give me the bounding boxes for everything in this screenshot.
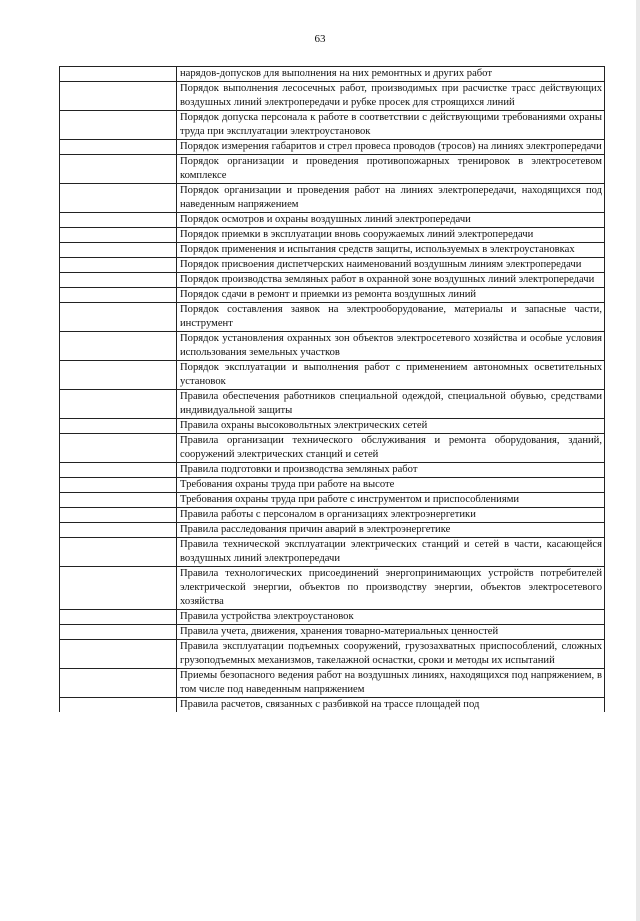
requirement-cell: Порядок допуска персонала к работе в соответствии с действующими требованиями охраны труда при эксплуатации электроустановок [177,111,605,140]
table-row [60,419,605,434]
table-row [60,538,605,567]
table-row [60,434,605,463]
table-row [60,463,605,478]
empty-cell [60,669,177,698]
requirement-cell: Правила технологических присоединений энергопринимающих устройств потребителей электрической энергии, объектов по производству энергии, объектов электросетевого хозяйства [177,567,605,610]
empty-cell [60,478,177,493]
table-row [60,332,605,361]
page-number: 63 [314,33,326,45]
table-row [60,213,605,228]
requirement-cell: Порядок выполнения лесосечных работ, производимых при расчистке трасс действующих воздушных линий электропередачи и рубке просек для строящихся линий [177,82,605,111]
table-row [60,288,605,303]
table-row [60,390,605,419]
requirements-table [59,66,605,712]
empty-cell [60,434,177,463]
requirement-cell: Требования охраны труда при работе с инструментом и приспособлениями [177,493,605,508]
requirement-cell: Порядок присвоения диспетчерских наименований воздушным линиям электропередачи [177,258,605,273]
empty-cell [60,332,177,361]
table-row [60,508,605,523]
table-row [60,303,605,332]
requirement-cell: Правила обеспечения работников специальной одеждой, специальной обувью, средствами индивидуальной защиты [177,390,605,419]
requirement-cell: Правила организации технического обслуживания и ремонта оборудования, зданий, сооружений электрических станций и сетей [177,434,605,463]
requirement-cell: Правила учета, движения, хранения товарно-материальных ценностей [177,625,605,640]
empty-cell [60,390,177,419]
table-row [60,478,605,493]
requirement-cell: Правила расчетов, связанных с разбивкой на трассе площадей под [177,698,605,713]
requirement-cell: Правила подготовки и производства земляных работ [177,463,605,478]
table-row [60,698,605,713]
empty-cell [60,567,177,610]
empty-cell [60,228,177,243]
requirement-cell: Порядок осмотров и охраны воздушных линий электропередачи [177,213,605,228]
requirement-cell: Порядок составления заявок на электрооборудование, материалы и запасные части, инструмент [177,303,605,332]
requirement-cell: Правила работы с персоналом в организациях электроэнергетики [177,508,605,523]
requirement-cell: Правила устройства электроустановок [177,610,605,625]
empty-cell [60,111,177,140]
requirement-cell: Порядок организации и проведения противопожарных тренировок в электросетевом комплексе [177,155,605,184]
table-row [60,67,605,82]
empty-cell [60,288,177,303]
empty-cell [60,303,177,332]
table-row [60,361,605,390]
requirement-cell: Порядок сдачи в ремонт и приемки из ремонта воздушных линий [177,288,605,303]
empty-cell [60,419,177,434]
table-row [60,228,605,243]
empty-cell [60,273,177,288]
requirement-cell: Правила расследования причин аварий в электроэнергетике [177,523,605,538]
table-row [60,111,605,140]
table-row [60,625,605,640]
requirement-cell: Порядок эксплуатации и выполнения работ с применением автономных осветительных установок [177,361,605,390]
empty-cell [60,82,177,111]
requirement-cell: Правила эксплуатации подъемных сооружений, грузозахватных приспособлений, сложных грузоподъемных механизмов, такелажной оснастки, сроки и методы их испытаний [177,640,605,669]
requirement-cell: Требования охраны труда при работе на высоте [177,478,605,493]
requirement-cell: Приемы безопасного ведения работ на воздушных линиях, находящихся под напряжением, в том числе под наведенным напряжением [177,669,605,698]
empty-cell [60,610,177,625]
table-row [60,243,605,258]
empty-cell [60,508,177,523]
empty-cell [60,523,177,538]
requirement-cell: Порядок измерения габаритов и стрел провеса проводов (тросов) на линиях электропередачи [177,140,605,155]
table-row [60,640,605,669]
empty-cell [60,258,177,273]
scan-edge [636,0,640,921]
empty-cell [60,67,177,82]
requirement-cell: нарядов-допусков для выполнения на них ремонтных и других работ [177,67,605,82]
empty-cell [60,361,177,390]
table-row [60,155,605,184]
requirement-cell: Порядок производства земляных работ в охранной зоне воздушных линий электропередачи [177,273,605,288]
table-row [60,140,605,155]
table-row [60,523,605,538]
empty-cell [60,243,177,258]
requirement-cell: Порядок приемки в эксплуатации вновь сооружаемых линий электропередачи [177,228,605,243]
empty-cell [60,625,177,640]
requirement-cell: Порядок установления охранных зон объектов электросетевого хозяйства и особые условия использования земельных участков [177,332,605,361]
empty-cell [60,698,177,713]
empty-cell [60,640,177,669]
empty-cell [60,538,177,567]
table-row [60,184,605,213]
requirement-cell: Порядок применения и испытания средств защиты, используемых в электроустановках [177,243,605,258]
table-row [60,273,605,288]
table-row [60,82,605,111]
empty-cell [60,493,177,508]
empty-cell [60,213,177,228]
table-row [60,669,605,698]
empty-cell [60,463,177,478]
requirement-cell: Правила технической эксплуатации электрических станций и сетей в части, касающейся воздушных линий электропередачи [177,538,605,567]
empty-cell [60,155,177,184]
table-row [60,610,605,625]
table-row [60,493,605,508]
table-row [60,567,605,610]
requirement-cell: Порядок организации и проведения работ на линиях электропередачи, находящихся под наведенным напряжением [177,184,605,213]
table-row [60,258,605,273]
empty-cell [60,184,177,213]
empty-cell [60,140,177,155]
table-body [60,67,605,713]
requirement-cell: Правила охраны высоковольтных электрических сетей [177,419,605,434]
